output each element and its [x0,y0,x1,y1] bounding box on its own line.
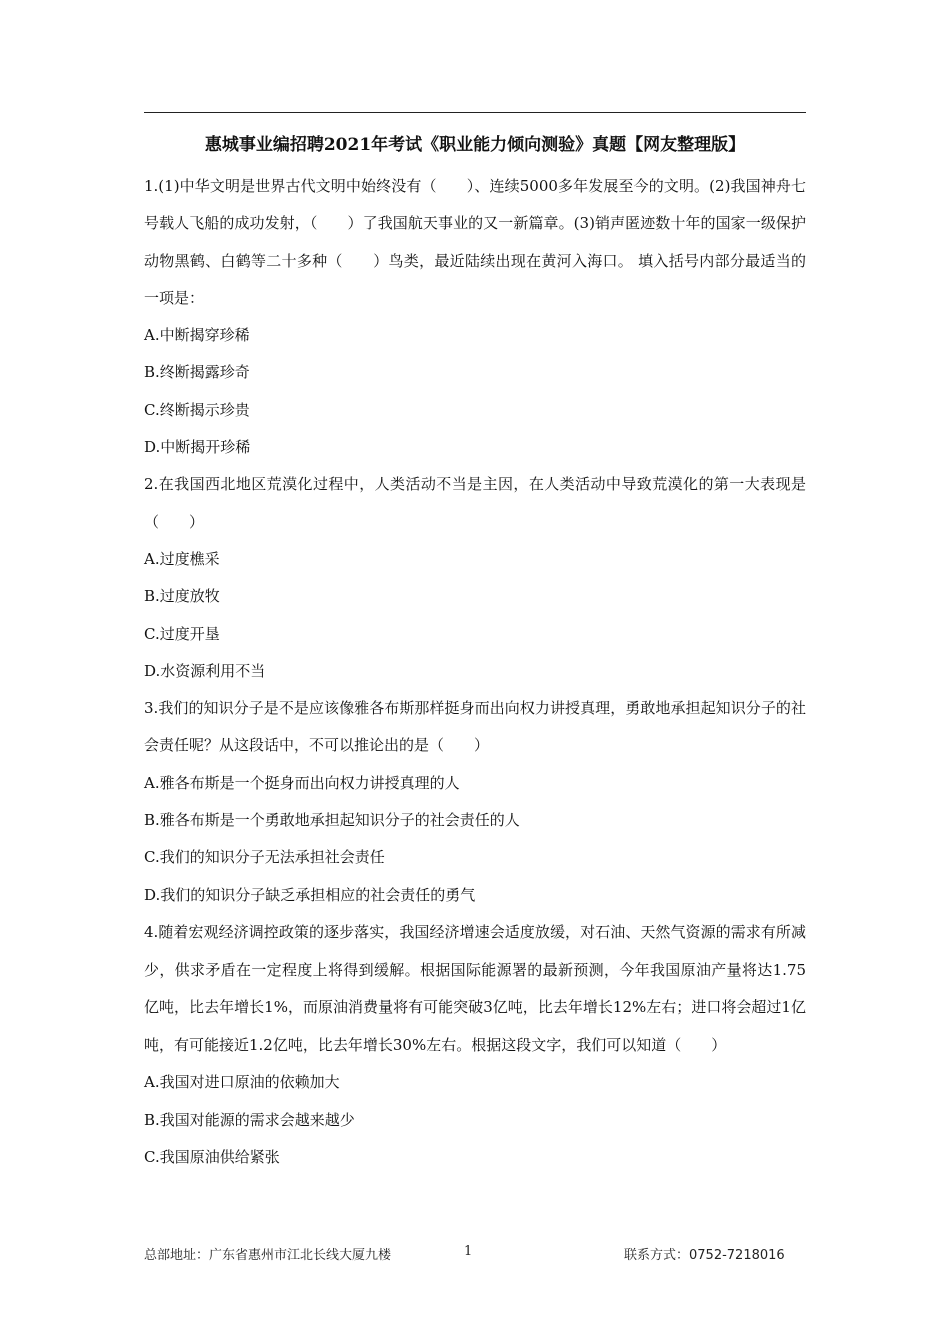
option-a: A.中断揭穿珍稀 [144,326,250,345]
option-c: C.终断揭示珍贵 [144,400,250,419]
question-4 [144,914,806,1176]
footer-contact: 联系方式：0752-7218016 [624,1248,785,1263]
question-stem: 4.随着宏观经济调控政策的逐步落实，我国经济增速会适度放缓，对石油、天然气资源的需求有所减少，供求矛盾在一定程度上将得到缓解。根据国际能源署的最新预测，今年我国原油产量将达1.75亿吨，比去年增长1%，而原油消费量将有可能突破3亿吨，比去年增长12%左右；进口将会超过1亿吨，有可能接近1.2亿吨，比去年增长30%左右。根据这段文字，我们可以知道（ ） [144,922,806,1054]
option-a: A.我国对进口原油的依赖加大 [144,1073,340,1092]
option-c: C.我们的知识分子无法承担社会责任 [144,848,385,867]
question-2 [144,466,806,690]
footer-address: 总部地址：广东省惠州市江北长线大厦九楼 [144,1248,392,1263]
document-title: 惠城事业编招聘2021年考试《职业能力倾向测验》真题【网友整理版】 [204,135,746,155]
question-stem: 3.我们的知识分子是不是应该像雅各布斯那样挺身而出向权力讲授真理，勇敢地承担起知识分子的社会责任呢？从这段话中，不可以推论出的是（ ） [144,699,806,755]
option-c: C.过度开垦 [144,624,220,643]
option-b: B.终断揭露珍奇 [144,363,250,382]
option-b: B.雅各布斯是一个勇敢地承担起知识分子的社会责任的人 [144,811,520,830]
option-a: A.过度樵采 [144,549,220,568]
option-c: C.我国原油供给紧张 [144,1147,280,1166]
question-1 [144,168,806,466]
option-a: A.雅各布斯是一个挺身而出向权力讲授真理的人 [144,773,460,792]
option-d: D.我们的知识分子缺乏承担相应的社会责任的勇气 [144,885,476,904]
document-body [144,168,806,1176]
question-stem: 1.(1)中华文明是世界古代文明中始终没有（ ）、连续5000多年发展至今的文明。(2)我国神舟七号载人飞船的成功发射，（ ）了我国航天事业的又一新篇章。(3)销声匿迹数十年的国家一级保护动物黑鹤、白鹤等二十多种（ ）鸟类，最近陆续出现在黄河入海口。 填入括号内部分最适当的一项是： [144,177,806,307]
page-number: 1 [464,1244,473,1259]
question-stem: 2.在我国西北地区荒漠化过程中，人类活动不当是主因，在人类活动中导致荒漠化的第一大表现是（ ） [144,475,806,531]
option-b: B.我国对能源的需求会越来越少 [144,1110,355,1129]
option-b: B.过度放牧 [144,587,220,606]
page-footer [144,1244,806,1268]
question-3 [144,690,806,914]
header-rule [144,112,806,113]
option-d: D.中断揭开珍稀 [144,438,251,457]
option-d: D.水资源利用不当 [144,661,266,680]
